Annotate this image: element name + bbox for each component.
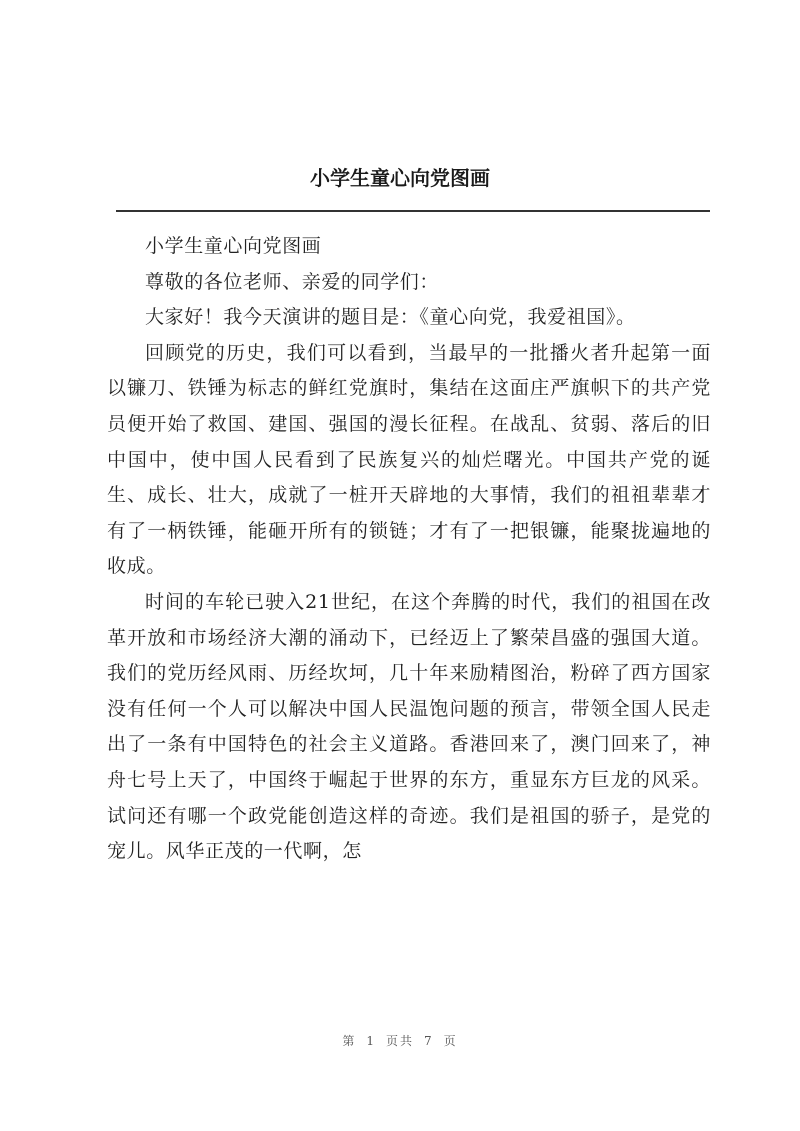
footer-label-page: 第: [342, 1034, 357, 1048]
paragraph-history: 回顾党的历史，我们可以看到，当最早的一批播火者升起第一面以镰刀、铁锤为标志的鲜红党旗时，集结在这面庄严旗帜下的共产党员便开始了救国、建国、强国的漫长征程。在战乱、贫弱、落后的旧中国中，使中国人民看到了民族复兴的灿烂曙光。中国共产党的诞生、成长、壮大，成就了一桩开天辟地的大事情，我们的祖祖辈辈才有了一柄铁锤，能砸开所有的锁链；才有了一把银镰，能聚拢遍地的收成。: [107, 341, 711, 578]
paragraph-century: 时间的车轮已驶入21世纪，在这个奔腾的时代，我们的祖国在改革开放和市场经济大潮的涌动下，已经迈上了繁荣昌盛的强国大道。我们的党历经风雨、历经坎坷，几十年来励精图治，粉碎了西方国家没有任何一个人可以解决中国人民温饱问题的预言，带领全国人民走出了一条有中国特色的社会主义道路。香港回来了，澳门回来了，神舟七号上天了，中国终于崛起于世界的东方，重显东方巨龙的风采。试问还有哪一个政党能创造这样的奇迹。我们是祖国的骄子，是党的宠儿。风华正茂的一代啊，怎: [107, 590, 711, 863]
page-footer: [0, 1032, 800, 1049]
paragraph-salutation: 尊敬的各位老师、亲爱的同学们：: [145, 270, 440, 293]
paragraph-subtitle: 小学生童心向党图画: [145, 235, 322, 257]
footer-label-end: 页: [443, 1034, 458, 1048]
footer-total-pages: 7: [424, 1034, 434, 1048]
footer-current-page: 1: [366, 1034, 376, 1048]
page-title: 小学生童心向党图画: [310, 166, 490, 190]
document-body: [107, 229, 711, 870]
footer-label-of: 页共: [385, 1034, 414, 1048]
paragraph-greeting: 大家好！我今天演讲的题目是：《童心向党，我爱祖国》。: [145, 306, 636, 329]
title-divider: [116, 210, 710, 212]
